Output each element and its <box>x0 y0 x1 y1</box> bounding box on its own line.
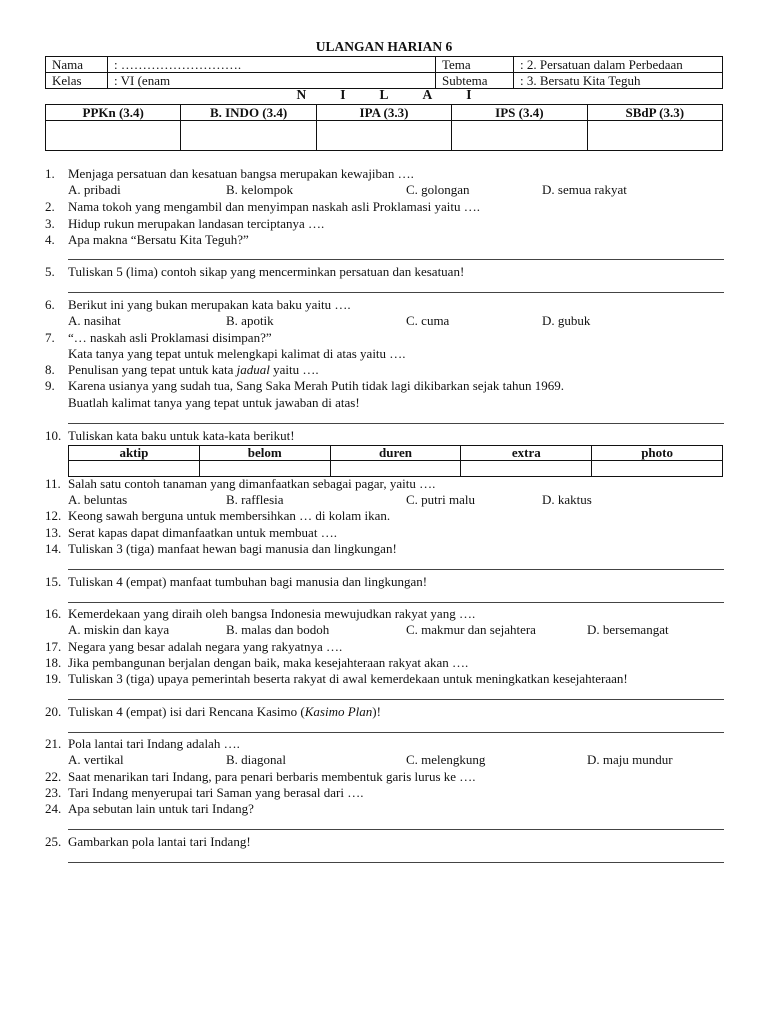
option-d: D. semua rakyat <box>542 182 627 197</box>
grade-cell-ips[interactable] <box>452 121 587 151</box>
answer-line[interactable] <box>68 292 724 293</box>
option-a: A. beluntas <box>68 492 128 507</box>
option-c: C. putri malu <box>406 492 475 507</box>
tema-value: : 2. Persatuan dalam Perbedaan <box>514 57 723 73</box>
question-10: 10. Tuliskan kata baku untuk kata-kata berikut! <box>45 428 295 443</box>
grade-cell-bindo[interactable] <box>181 121 316 151</box>
option-c: C. cuma <box>406 313 450 328</box>
option-d: D. bersemangat <box>587 622 669 637</box>
question-15: 15. Tuliskan 4 (empat) manfaat tumbuhan bagi manusia dan lingkungan! <box>45 574 428 589</box>
kata-header: photo <box>592 446 723 461</box>
question-21: 21. Pola lantai tari Indang adalah …. <box>45 736 240 751</box>
kata-header: extra <box>461 446 592 461</box>
question-13: 13. Serat kapas dapat dimanfaatkan untuk membuat …. <box>45 525 337 540</box>
grade-header: B. INDO (3.4) <box>181 105 316 121</box>
question-6: 6. Berikut ini yang bukan merupakan kata baku yaitu …. <box>45 297 351 312</box>
grade-cell-sbdp[interactable] <box>587 121 722 151</box>
question-7: 7. “… naskah asli Proklamasi disimpan?” <box>45 330 272 345</box>
kata-answer-cell[interactable] <box>592 461 723 477</box>
kelas-label: Kelas <box>46 73 108 89</box>
question-22: 22. Saat menarikan tari Indang, para penari berbaris membentuk garis lurus ke …. <box>45 769 476 784</box>
kata-header: belom <box>199 446 330 461</box>
subtema-label: Subtema <box>436 73 514 89</box>
grade-header: SBdP (3.3) <box>587 105 722 121</box>
question-18: 18. Jika pembangunan berjalan dengan baik, maka kesejahteraan rakyat akan …. <box>45 655 469 670</box>
subtema-value: : 3. Bersatu Kita Teguh <box>514 73 723 89</box>
option-a: A. pribadi <box>68 182 121 197</box>
tema-label: Tema <box>436 57 514 73</box>
kelas-value: : VI (enam <box>108 73 436 89</box>
kata-answer-cell[interactable] <box>199 461 330 477</box>
question-24: 24. Apa sebutan lain untuk tari Indang? <box>45 801 254 816</box>
grade-header: PPKn (3.4) <box>46 105 181 121</box>
kata-baku-table <box>68 445 723 477</box>
question-19: 19. Tuliskan 3 (tiga) upaya pemerintah beserta rakyat di awal kemerdekaan untuk meningkatkan kesejahteraan! <box>45 671 628 686</box>
nama-label: Nama <box>46 57 108 73</box>
question-1: 1. Menjaga persatuan dan kesatuan bangsa merupakan kewajiban …. <box>45 166 414 181</box>
option-d: D. kaktus <box>542 492 592 507</box>
option-b: B. apotik <box>226 313 274 328</box>
option-c: C. melengkung <box>406 752 486 767</box>
question-2: 2. Nama tokoh yang mengambil dan menyimpan naskah asli Proklamasi yaitu …. <box>45 199 480 214</box>
question-11: 11. Salah satu contoh tanaman yang dimanfaatkan sebagai pagar, yaitu …. <box>45 476 436 491</box>
question-25: 25. Gambarkan pola lantai tari Indang! <box>45 834 251 849</box>
option-c: C. golongan <box>406 182 470 197</box>
option-a: A. vertikal <box>68 752 124 767</box>
question-7-line-2: Kata tanya yang tepat untuk melengkapi kalimat di atas yaitu …. <box>68 346 406 361</box>
question-23: 23. Tari Indang menyerupai tari Saman yang berasal dari …. <box>45 785 364 800</box>
answer-line[interactable] <box>68 829 724 830</box>
question-5: 5. Tuliskan 5 (lima) contoh sikap yang mencerminkan persatuan dan kesatuan! <box>45 264 465 279</box>
answer-line[interactable] <box>68 259 724 260</box>
kata-answer-cell[interactable] <box>69 461 200 477</box>
question-14: 14. Tuliskan 3 (tiga) manfaat hewan bagi manusia dan lingkungan! <box>45 541 397 556</box>
option-b: B. kelompok <box>226 182 294 197</box>
question-9: 9. Karena usianya yang sudah tua, Sang Saka Merah Putih tidak lagi dikibarkan sejak tahun 1969. <box>45 378 565 393</box>
answer-line[interactable] <box>68 423 724 424</box>
option-d: D. maju mundur <box>587 752 673 767</box>
nilai-heading: NILAI <box>296 87 506 102</box>
nama-field[interactable]: : ………………………. <box>108 57 436 73</box>
question-3: 3. Hidup rukun merupakan landasan terciptanya …. <box>45 216 325 231</box>
kata-answer-cell[interactable] <box>330 461 461 477</box>
option-b: B. malas dan bodoh <box>226 622 330 637</box>
grade-cell-ipa[interactable] <box>316 121 451 151</box>
grade-cell-ppkn[interactable] <box>46 121 181 151</box>
kata-header: aktip <box>69 446 200 461</box>
option-d: D. gubuk <box>542 313 591 328</box>
question-9-line-2: Buatlah kalimat tanya yang tepat untuk jawaban di atas! <box>68 395 360 410</box>
option-a: A. nasihat <box>68 313 121 328</box>
question-20: 20. Tuliskan 4 (empat) isi dari Rencana Kasimo (Kasimo Plan)! <box>45 704 381 719</box>
question-16: 16. Kemerdekaan yang diraih oleh bangsa Indonesia mewujudkan rakyat yang …. <box>45 606 476 621</box>
kata-header: duren <box>330 446 461 461</box>
option-b: B. rafflesia <box>226 492 284 507</box>
identity-table <box>45 56 723 89</box>
grade-header: IPA (3.3) <box>316 105 451 121</box>
option-a: A. miskin dan kaya <box>68 622 170 637</box>
answer-line[interactable] <box>68 602 724 603</box>
grades-table <box>45 104 723 151</box>
grade-header: IPS (3.4) <box>452 105 587 121</box>
option-b: B. diagonal <box>226 752 286 767</box>
answer-line[interactable] <box>68 862 724 863</box>
page-title: ULANGAN HARIAN 6 <box>315 39 453 54</box>
answer-line[interactable] <box>68 732 724 733</box>
question-4: 4. Apa makna “Bersatu Kita Teguh?” <box>45 232 249 247</box>
question-12: 12. Keong sawah berguna untuk membersihkan … di kolam ikan. <box>45 508 391 523</box>
answer-line[interactable] <box>68 699 724 700</box>
option-c: C. makmur dan sejahtera <box>406 622 536 637</box>
question-17: 17. Negara yang besar adalah negara yang rakyatnya …. <box>45 639 343 654</box>
question-8: 8. Penulisan yang tepat untuk kata jadual yaitu …. <box>45 362 319 377</box>
kata-answer-cell[interactable] <box>461 461 592 477</box>
answer-line[interactable] <box>68 569 724 570</box>
